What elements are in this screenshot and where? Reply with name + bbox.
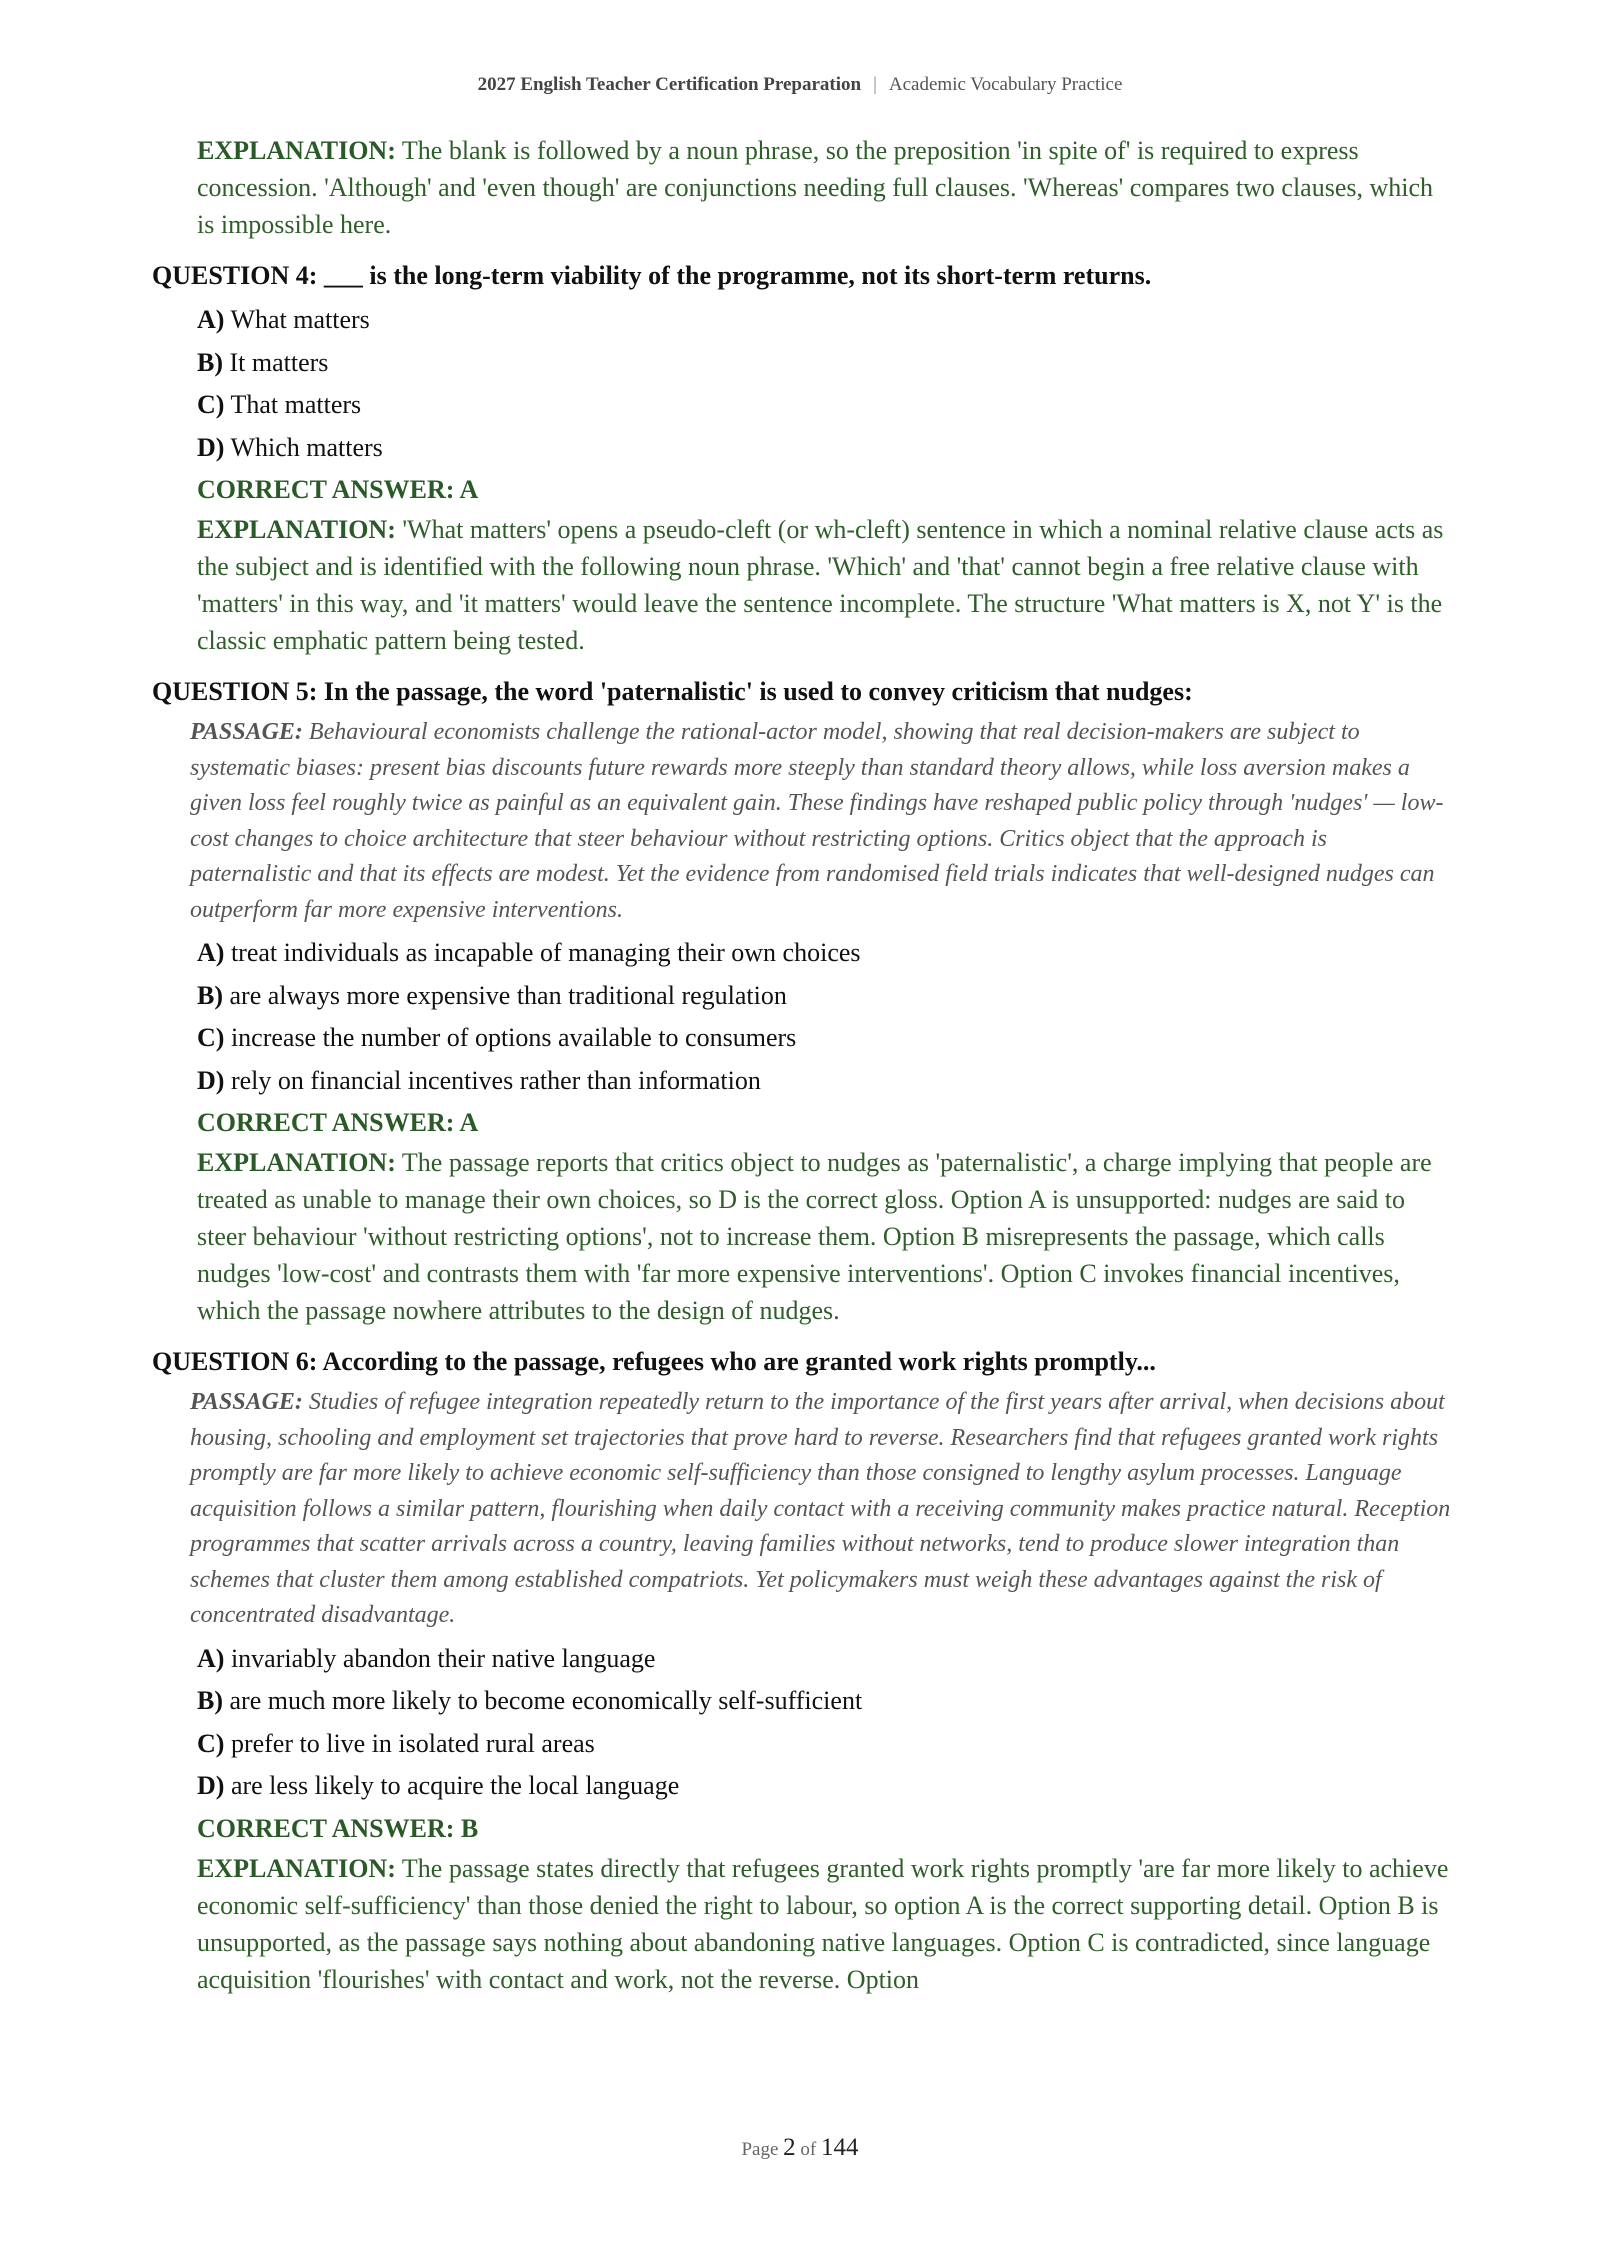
correct-answer (197, 469, 1452, 511)
passage (190, 1385, 1452, 1634)
option-d (197, 427, 1452, 470)
header-separator: | (873, 74, 877, 95)
question-5 (152, 675, 1452, 1329)
answer-value: A (459, 475, 479, 504)
option-text: rely on financial incentives rather than information (230, 1065, 761, 1095)
page-content (152, 132, 1452, 1998)
passage-label: PASSAGE: (190, 719, 303, 745)
option-a (197, 1638, 1452, 1681)
option-c (197, 1017, 1452, 1060)
passage-text: Behavioural economists challenge the rational-actor model, showing that real decision-makers are subject to systematic biases: present bias discounts future rewards more steeply than standard theory allows, while loss aversion makes a given loss feel roughly twice as painful as an equivalent gain. These findings have reshaped public policy through 'nudges' — low-cost changes to choice architecture that steer behaviour without restricting options. Critics object that the approach is paternalistic and that its effects are modest. Yet the evidence from randomised field trials indicates that well-designed nudges can outperform far more expensive interventions. (190, 719, 1444, 923)
option-a (197, 299, 1452, 342)
answer-value: A (459, 1108, 479, 1137)
option-text: That matters (230, 390, 362, 419)
question-heading: QUESTION 5: In the passage, the word 'paternalistic' is used to convey criticism that nudges: (152, 677, 1193, 706)
option-text: invariably abandon their native language (230, 1643, 656, 1673)
passage (190, 715, 1452, 928)
question-4 (152, 259, 1452, 659)
explanation-text: The blank is followed by a noun phrase, so the preposition 'in spite of' is required to express concession. 'Although' and 'even though' are conjunctions needing full clauses. 'Whereas' compares two clauses, which is impossible here. (197, 136, 1434, 239)
option-text: It matters (229, 347, 329, 377)
page-of-word: of (800, 2139, 817, 2160)
option-d (197, 1060, 1452, 1103)
correct-answer (197, 1102, 1452, 1144)
option-letter: B) (197, 347, 223, 377)
correct-answer (197, 1808, 1452, 1850)
option-letter: C) (197, 390, 225, 419)
explanation-previous (197, 132, 1452, 243)
option-text: What matters (230, 305, 370, 334)
passage-label: PASSAGE: (190, 1389, 303, 1415)
option-letter: A) (197, 305, 225, 334)
explanation-text: The passage reports that critics object to nudges as 'paternalistic', a charge implying that people are treated as unable to manage their own choices, so D is the correct gloss. Option A is unsupported: nudges are said to steer behaviour 'without restricting options', not to increase them. Option B misrepresents the passage, which calls nudges 'low-cost' and contrasts them with 'far more expensive interventions'. Option C invokes financial incentives, which the passage nowhere attributes to the design of nudges. (197, 1148, 1432, 1325)
page-word: Page (741, 2139, 779, 2160)
passage-text: Studies of refugee integration repeatedly return to the importance of the first years after arrival, when decisions about housing, schooling and employment set trajectories that prove hard to reverse. Researchers find that refugees granted work rights promptly are far more likely to achieve economic self-sufficiency than those consigned to lengthy asylum processes. Language acquisition follows a similar pattern, flourishing when daily contact with a receiving community makes practice natural. Reception programmes that scatter arrivals across a country, leaving families without networks, tend to produce slower integration than schemes that cluster them among established compatriots. Yet policymakers must weigh these advantages against the risk of concentrated disadvantage. (190, 1389, 1451, 1628)
explanation-label: EXPLANATION: (197, 1853, 396, 1883)
page-current: 2 (783, 2134, 796, 2161)
option-letter: C) (197, 1728, 225, 1758)
header-subtitle: Academic Vocabulary Practice (888, 74, 1123, 95)
page-header (0, 74, 1600, 96)
option-c (197, 384, 1452, 427)
option-letter: B) (197, 980, 223, 1010)
explanation-text: 'What matters' opens a pseudo-cleft (or wh-cleft) sentence in which a nominal relative clause acts as the subject and is identified with the following noun phrase. 'Which' and 'that' cannot begin a free relative clause with 'matters' in this way, and 'it matters' would leave the sentence incomplete. The structure 'What matters is X, not Y' is the classic emphatic pattern being tested. (197, 515, 1444, 655)
option-c (197, 1723, 1452, 1766)
option-letter: B) (197, 1686, 223, 1715)
answer-label: CORRECT ANSWER: (197, 475, 455, 504)
answer-label: CORRECT ANSWER: (197, 1813, 455, 1843)
explanation (197, 511, 1452, 659)
question-heading: QUESTION 4: ___ is the long-term viability of the programme, not its short-term returns. (152, 261, 1152, 290)
option-text: are always more expensive than traditional regulation (229, 980, 787, 1010)
explanation (197, 1850, 1452, 1998)
option-letter: A) (197, 1643, 225, 1673)
explanation-label: EXPLANATION: (197, 136, 396, 165)
question-6 (152, 1345, 1452, 1998)
explanation (197, 1144, 1452, 1329)
option-letter: D) (197, 432, 225, 462)
option-text: prefer to live in isolated rural areas (230, 1728, 595, 1758)
option-a (197, 932, 1452, 975)
option-letter: D) (197, 1065, 225, 1095)
option-b (197, 975, 1452, 1018)
option-text: are much more likely to become economically self-sufficient (229, 1686, 863, 1715)
option-d (197, 1765, 1452, 1808)
option-text: are less likely to acquire the local language (230, 1771, 680, 1800)
answer-label: CORRECT ANSWER: (197, 1108, 455, 1137)
header-title: 2027 English Teacher Certification Preparation (477, 74, 862, 95)
page-total: 144 (821, 2134, 859, 2161)
option-letter: D) (197, 1771, 225, 1800)
option-letter: C) (197, 1023, 225, 1052)
option-text: Which matters (230, 432, 383, 462)
explanation-label: EXPLANATION: (197, 515, 396, 544)
question-heading: QUESTION 6: According to the passage, refugees who are granted work rights promptly... (152, 1347, 1156, 1376)
option-letter: A) (197, 938, 225, 967)
page-footer (0, 2134, 1600, 2162)
option-b (197, 342, 1452, 385)
answer-value: B (460, 1813, 479, 1843)
option-text: treat individuals as incapable of managing their own choices (230, 938, 861, 967)
option-text: increase the number of options available to consumers (230, 1023, 797, 1052)
explanation-text: The passage states directly that refugees granted work rights promptly 'are far more likely to achieve economic self-sufficiency' than those denied the right to labour, so option A is the correct supporting detail. Option B is unsupported, as the passage says nothing about abandoning native languages. Option C is contradicted, since language acquisition 'flourishes' with contact and work, not the reverse. Option (197, 1853, 1449, 1994)
explanation-label: EXPLANATION: (197, 1148, 396, 1177)
option-b (197, 1680, 1452, 1723)
